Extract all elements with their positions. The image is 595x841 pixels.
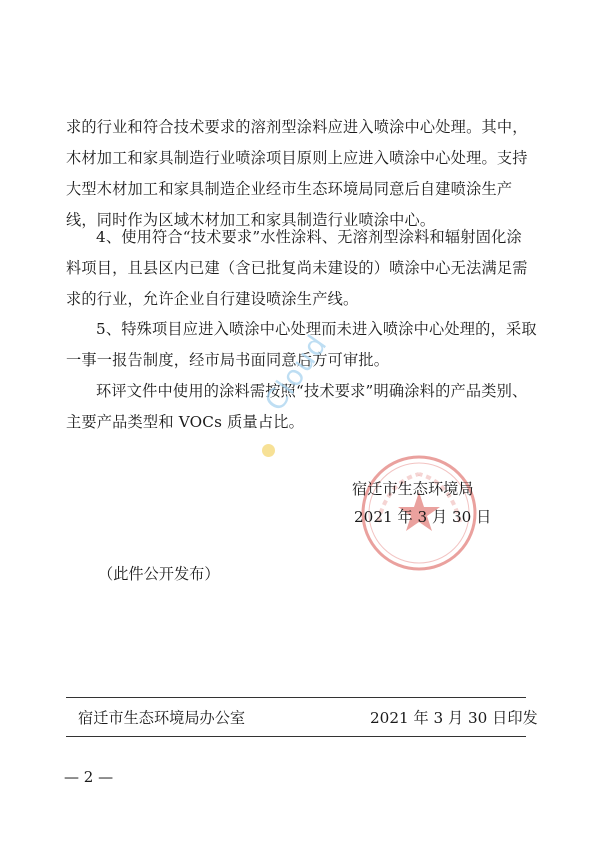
paragraph-line: 4、使用符合“技术要求”水性涂料、无溶剂型涂料和辐射固化涂 — [96, 228, 522, 246]
signing-organization: 宿迁市生态环境局 — [352, 480, 474, 498]
paragraph-line: 线，同时作为区域木材加工和家具制造行业喷涂中心。 — [66, 211, 436, 229]
cloud-watermark: Cloud — [258, 328, 334, 417]
paragraph-line: 主要产品类型和 VOCs 质量占比。 — [66, 413, 305, 431]
paragraph-line: 一事一报告制度，经市局书面同意后方可审批。 — [66, 351, 390, 369]
footer-issuer: 宿迁市生态环境局办公室 — [78, 709, 246, 727]
paragraph-line: 木材加工和家具制造行业喷涂项目原则上应进入喷涂中心处理。支持 — [66, 149, 528, 167]
footer-issued-date: 2021 年 3 月 30 日印发 — [370, 709, 538, 727]
paragraph-line: 大型木材加工和家具制造企业经市生态环境局同意后自建喷涂生产 — [66, 180, 513, 198]
paragraph-line: 求的行业，允许企业自行建设喷涂生产线。 — [66, 290, 359, 308]
signing-date: 2021 年 3 月 30 日 — [354, 508, 492, 526]
paragraph-solvent-coatings — [66, 112, 526, 236]
paragraph-item-4 — [66, 222, 526, 315]
paragraph-line: 料项目，且县区内已建（含已批复尚未建设的）喷涂中心无法满足需 — [66, 259, 528, 277]
public-release-note: （此件公开发布） — [98, 565, 220, 583]
page-number: — 2 — — [64, 768, 114, 786]
footer-top-rule — [66, 697, 526, 698]
paragraph-line: 环评文件中使用的涂料需按照“技术要求”明确涂料的产品类别、 — [96, 382, 528, 400]
footer-bottom-rule — [66, 736, 526, 737]
paragraph-line: 求的行业和符合技术要求的溶剂型涂料应进入喷涂中心处理。其中， — [66, 118, 528, 136]
paragraph-line: 5、特殊项目应进入喷涂中心处理而未进入喷涂中心处理的，采取 — [96, 320, 537, 338]
watermark-dot — [262, 444, 275, 457]
